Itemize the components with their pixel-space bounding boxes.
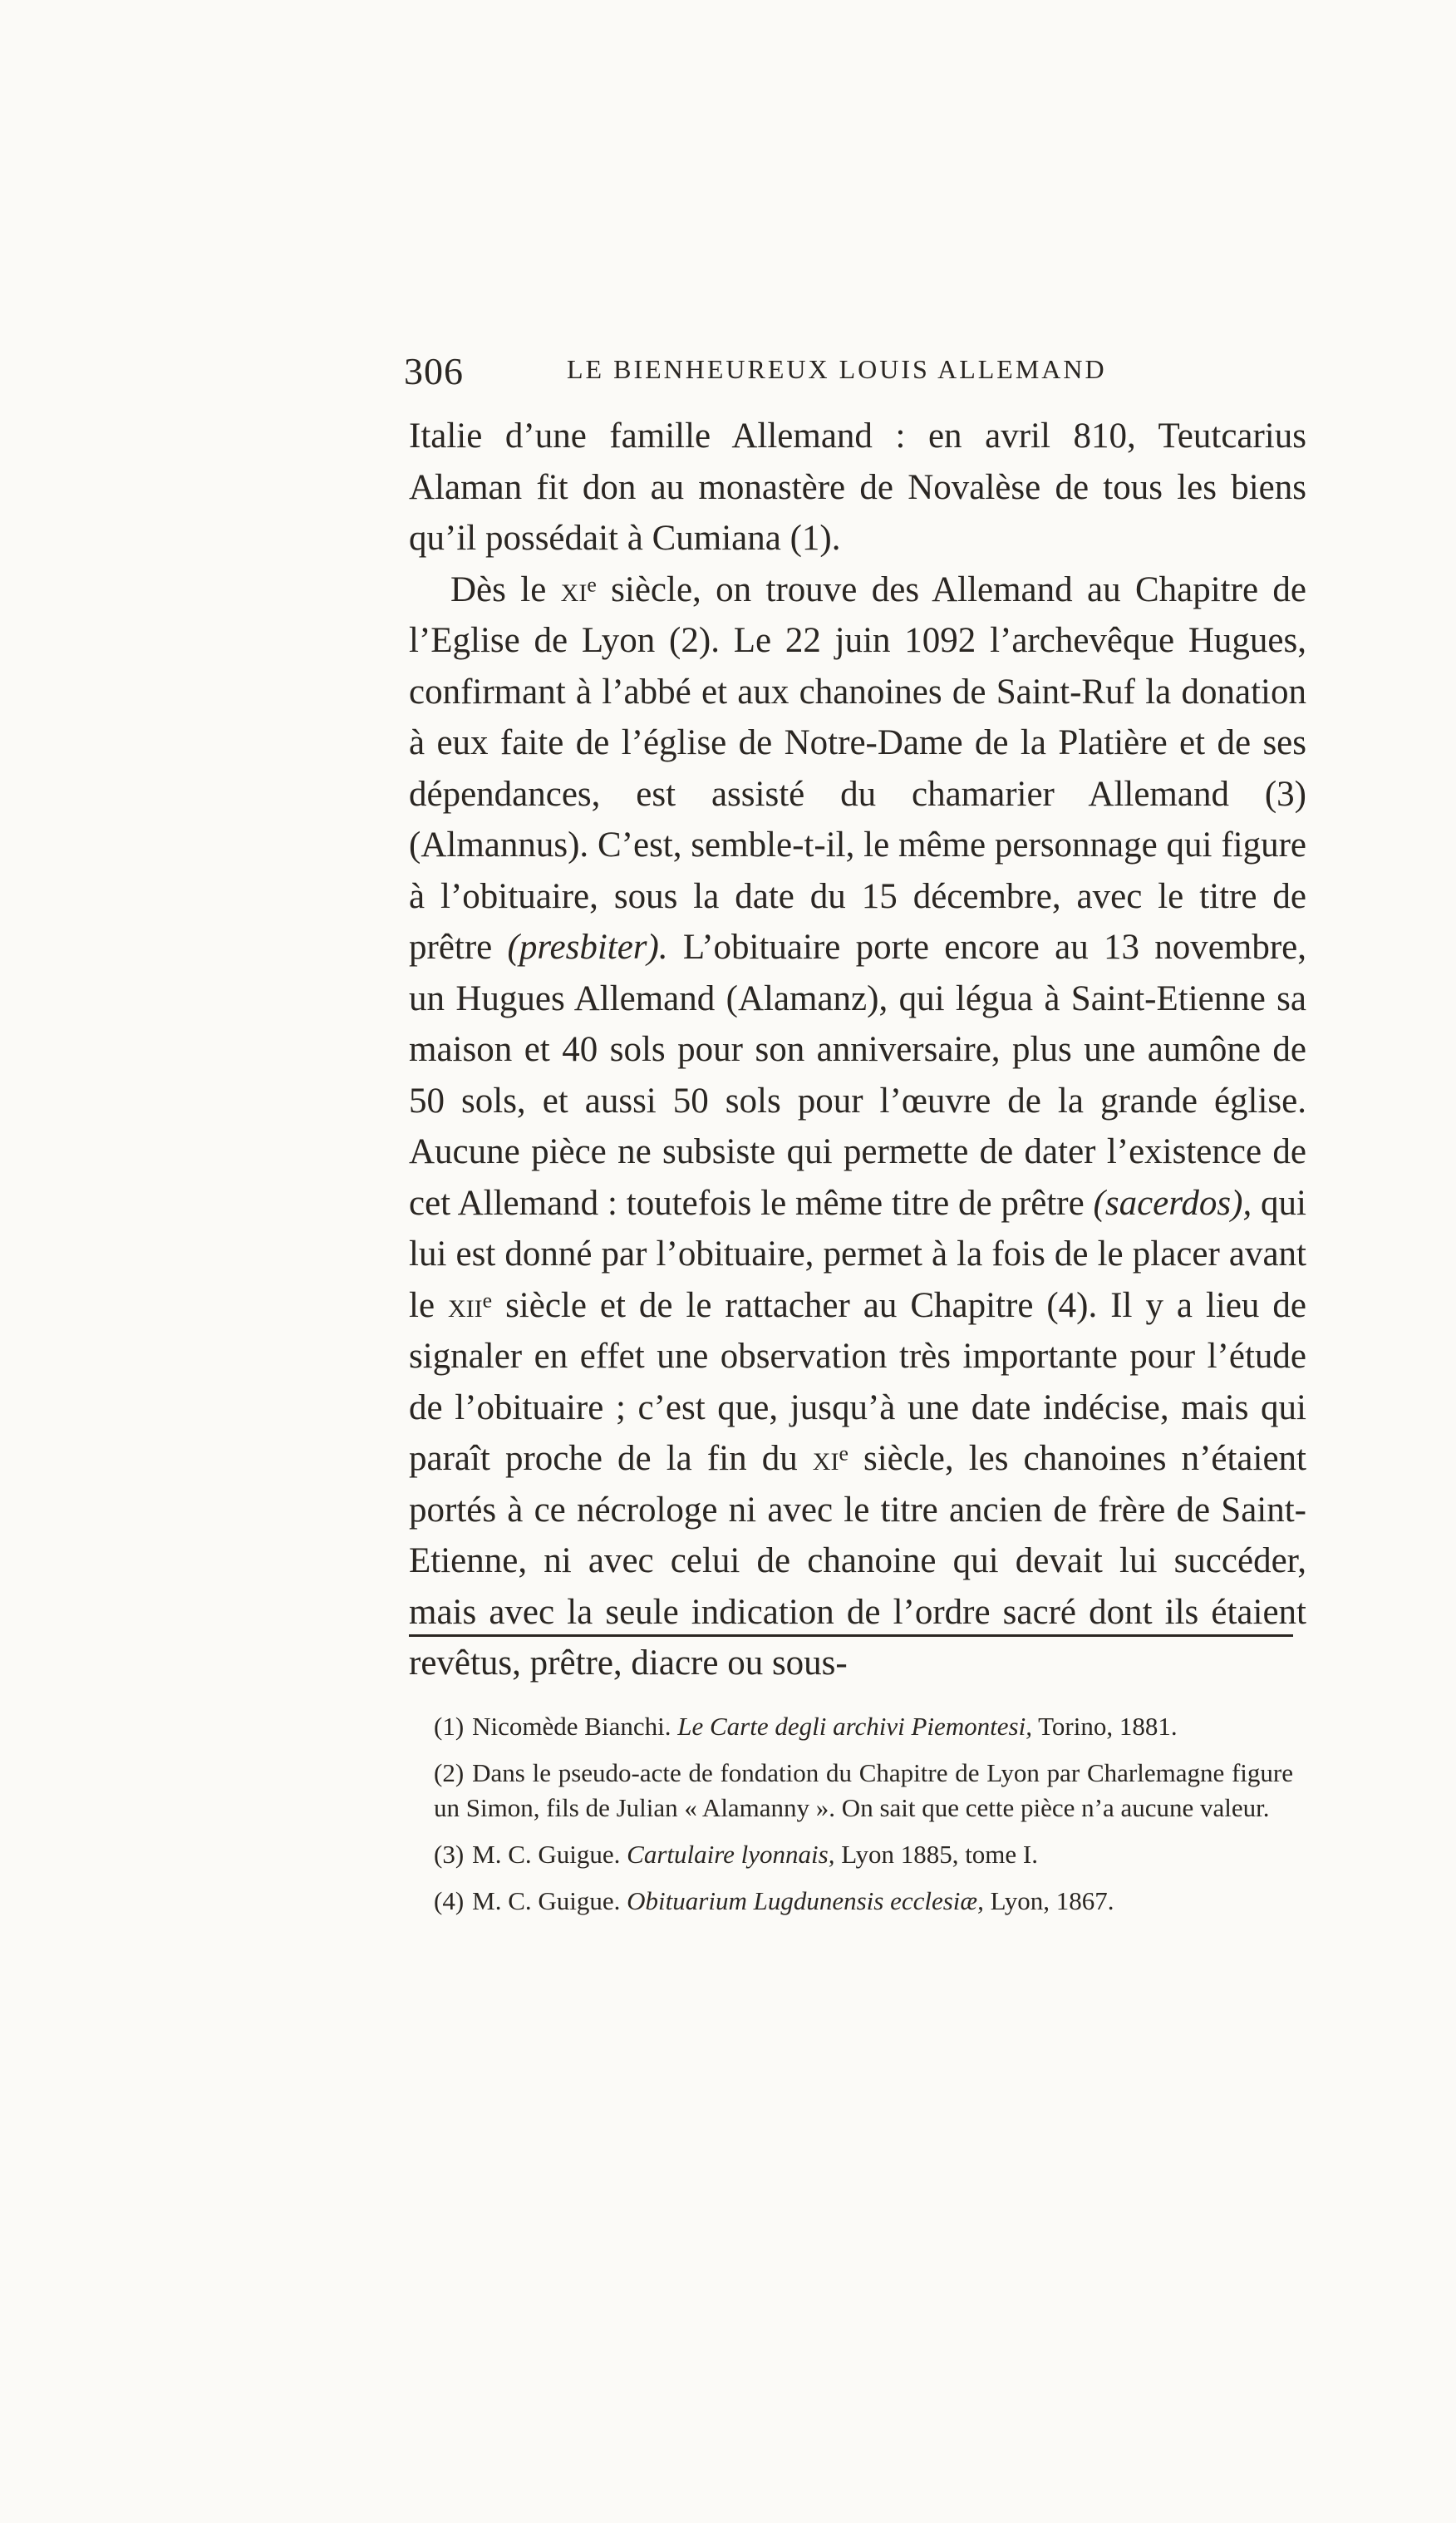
footnote-text: M. C. Guigue.	[472, 1886, 627, 1915]
footnote-text: Dans le pseudo-acte de fondation du Chapitre de Lyon par Charlemagne figure un Simon, fils de Julian « Alamanny ». On sait que cette pièce n’a aucune valeur.	[434, 1758, 1293, 1822]
footnotes	[434, 1709, 1293, 1930]
footnote-2	[434, 1756, 1293, 1826]
footnote-4	[434, 1884, 1293, 1919]
footnote-mark: (4)	[434, 1886, 465, 1915]
footnote-text: M. C. Guigue.	[472, 1840, 627, 1869]
paragraph-2-text-c: L’obituaire porte encore au 13 novembre, un Hugues Allemand (Alamanz), qui légua à Saint-Etienne sa maison et 40 sols pour son anniversaire, plus une aumône de 50 sols, et aussi 50 sols pour l’œuvre de la grande église. Aucune pièce ne subsiste qui permette de dater l’existence de cet Allemand : toutefois le même titre de prêtre	[409, 928, 1306, 1223]
century-numeral: xii	[448, 1285, 483, 1325]
italic-term: (presbiter).	[507, 928, 668, 967]
century-numeral: xi	[560, 569, 588, 609]
superscript: e	[587, 571, 597, 596]
footnote-mark: (3)	[434, 1840, 465, 1869]
body-text	[409, 411, 1306, 1689]
superscript: e	[482, 1287, 493, 1312]
paragraph-2-text-f: siècle, les chanoines n’étaient portés à ce nécrologe ni avec le titre ancien de frère de Saint-Etienne, ni avec celui de chanoine qui devait lui succéder, mais avec la seule indication de l’ordre sacré dont ils étaient revêtus, prêtre, diacre ou sous-	[409, 1439, 1306, 1683]
footnote-1	[434, 1709, 1293, 1744]
italic-term: (sacerdos),	[1093, 1183, 1252, 1223]
superscript: e	[839, 1441, 849, 1466]
paragraph-1-text: Italie d’une famille Allemand : en avril 810, Teutcarius Alaman fit don au monastère de Novalèse de tous les biens qu’il possédait à Cumiana (1).	[409, 416, 1306, 558]
paragraph-2-text-d: qui lui est donné par l’obituaire, permet à la fois de le placer avant le	[409, 1183, 1306, 1325]
footnote-mark: (1)	[434, 1712, 465, 1741]
paragraph-1	[409, 411, 1306, 564]
running-head	[404, 342, 1323, 401]
footnote-title: Le Carte degli archivi Piemontesi,	[677, 1712, 1032, 1741]
century-numeral: xi	[812, 1439, 839, 1478]
paragraph-2	[409, 564, 1306, 1689]
footnote-3	[434, 1837, 1293, 1872]
page-number: 306	[404, 350, 464, 392]
footnote-text: Nicomède Bianchi.	[472, 1712, 678, 1741]
footnote-title: Cartulaire lyonnais,	[627, 1840, 835, 1869]
paragraph-2-text-e: siècle et de le rattacher au Chapitre (4). Il y a lieu de signaler en effet une observation très importante pour l’étude de l’obituaire ; c’est que, jusqu’à une date indécise, mais qui paraît proche de la fin du	[409, 1285, 1306, 1478]
running-title: LE BIENHEUREUX LOUIS ALLEMAND	[567, 354, 1107, 384]
footnote-text: Lyon, 1867.	[983, 1886, 1114, 1915]
paragraph-2-text-a: Dès le	[450, 569, 561, 609]
footnote-rule	[409, 1634, 1293, 1637]
footnote-mark: (2)	[434, 1758, 465, 1787]
footnote-text: Lyon 1885, tome I.	[834, 1840, 1039, 1869]
paragraph-2-text-b: siècle, on trouve des Allemand au Chapitre de l’Eglise de Lyon (2). Le 22 juin 1092 l’archevêque Hugues, confirmant à l’abbé et aux chanoines de Saint-Ruf la donation à eux faite de l’église de Notre-Dame de la Platière et de ses dépendances, est assisté du chamarier Allemand (3) (Almannus). C’est, semble-t-il, le même personnage qui figure à l’obituaire, sous la date du 15 décembre, avec le titre de prêtre	[409, 569, 1306, 967]
footnote-title: Obituarium Lugdunensis ecclesiæ,	[627, 1886, 984, 1915]
footnote-text: Torino, 1881.	[1031, 1712, 1178, 1741]
